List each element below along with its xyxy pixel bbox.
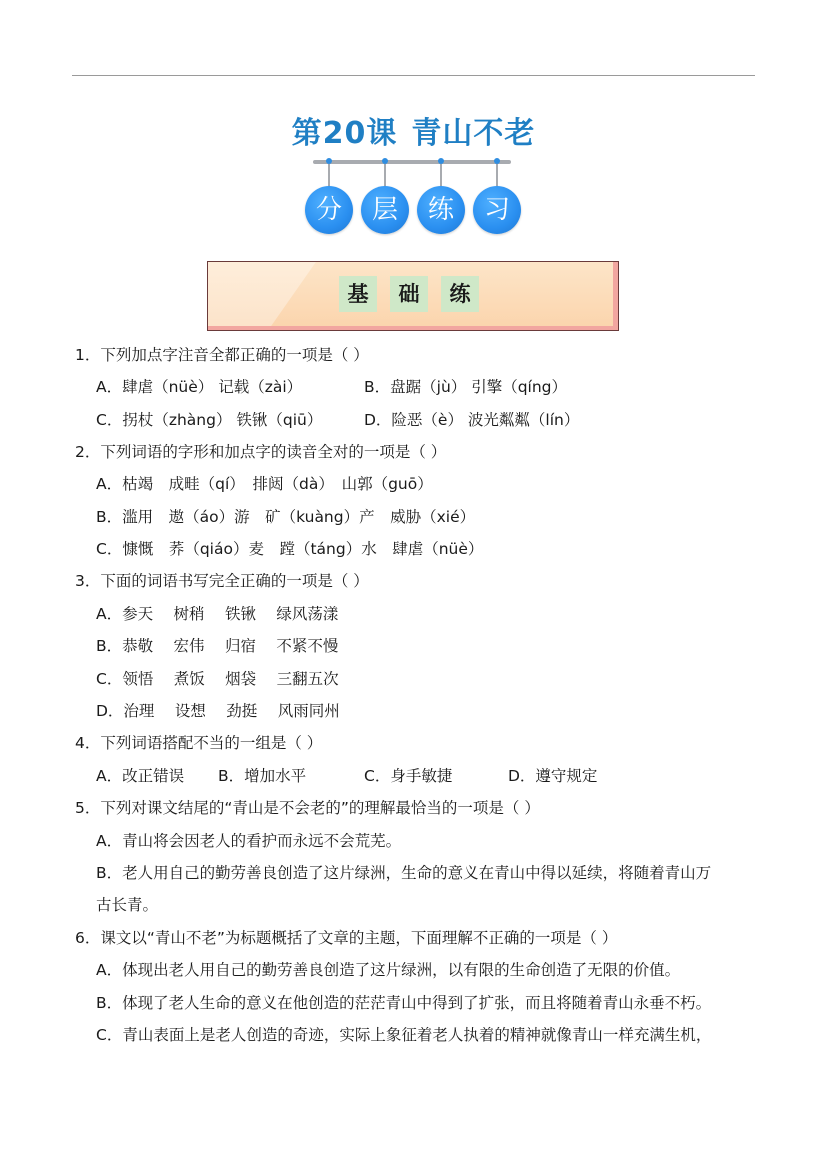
question-3: 3．下面的词语书写完全正确的一项是（ ） [75,572,369,590]
badge-connector [313,160,511,164]
question-4: 4．下列词语搭配不当的一组是（ ） [75,734,323,752]
section-tag: 基 [339,276,377,312]
page-title: 第20课 青山不老 [291,116,536,151]
question-5: 5．下列对课文结尾的“青山是不会老的”的理解最恰当的一项是（ ） [75,799,540,817]
option: B．老人用自己的勤劳善良创造了这片绿洲，生命的意义在青山中得以延续，将随着青山万 [96,864,712,882]
option: C．拐杖（zhàng） 铁锹（qiū） [96,411,323,429]
option: A．肆虐（nüè） 记载（zài） [96,378,303,396]
option: B．盘踞（jù） 引擎（qíng） [364,378,567,396]
section-banner [207,261,619,331]
option: D．治理 设想 劲挺 风雨同州 [96,702,340,720]
question-2: 2．下列词语的字形和加点字的读音全对的一项是（ ） [75,443,447,461]
option: A．枯竭 成畦（qí） 排闼（dà） 山郭（guō） [96,475,433,493]
option: C．慷慨 荞（qiáo）麦 蹚（táng）水 肆虐（nüè） [96,540,484,558]
header-rule [72,75,755,76]
badge-ceng: 层 [361,186,409,234]
option: C．青山表面上是老人创造的奇迹，实际上象征着老人执着的精神就像青山一样充满生机， [96,1026,712,1044]
option: D．险恶（è） 波光粼粼（lín） [364,411,580,429]
option: A．改正错误 [96,767,185,785]
option: 古长青。 [96,896,159,914]
option: A．体现出老人用自己的勤劳善良创造了这片绿洲，以有限的生命创造了无限的价值。 [96,961,681,979]
badge-lian: 练 [417,186,465,234]
option: B．恭敬 宏伟 归宿 不紧不慢 [96,637,339,655]
option: C．领悟 煮饭 烟袋 三翻五次 [96,670,339,688]
option: B．体现了老人生命的意义在他创造的茫茫青山中得到了扩张，而且将随着青山永垂不朽。 [96,994,712,1012]
option: A．参天 树稍 铁锹 绿风荡漾 [96,605,339,623]
section-tag: 础 [390,276,428,312]
question-1: 1．下列加点字注音全都正确的一项是（ ） [75,346,369,364]
badge-xi: 习 [473,186,521,234]
question-6: 6．课文以“青山不老”为标题概括了文章的主题，下面理解不正确的一项是（ ） [75,929,618,947]
section-tag: 练 [441,276,479,312]
option: B．滥用 遨（áo）游 矿（kuàng）产 威胁（xié） [96,508,476,526]
option: A．青山将会因老人的看护而永远不会荒芜。 [96,832,402,850]
badge-fen: 分 [305,186,353,234]
option: C．身手敏捷 [364,767,453,785]
option: D．遵守规定 [508,767,598,785]
option: B．增加水平 [218,767,307,785]
